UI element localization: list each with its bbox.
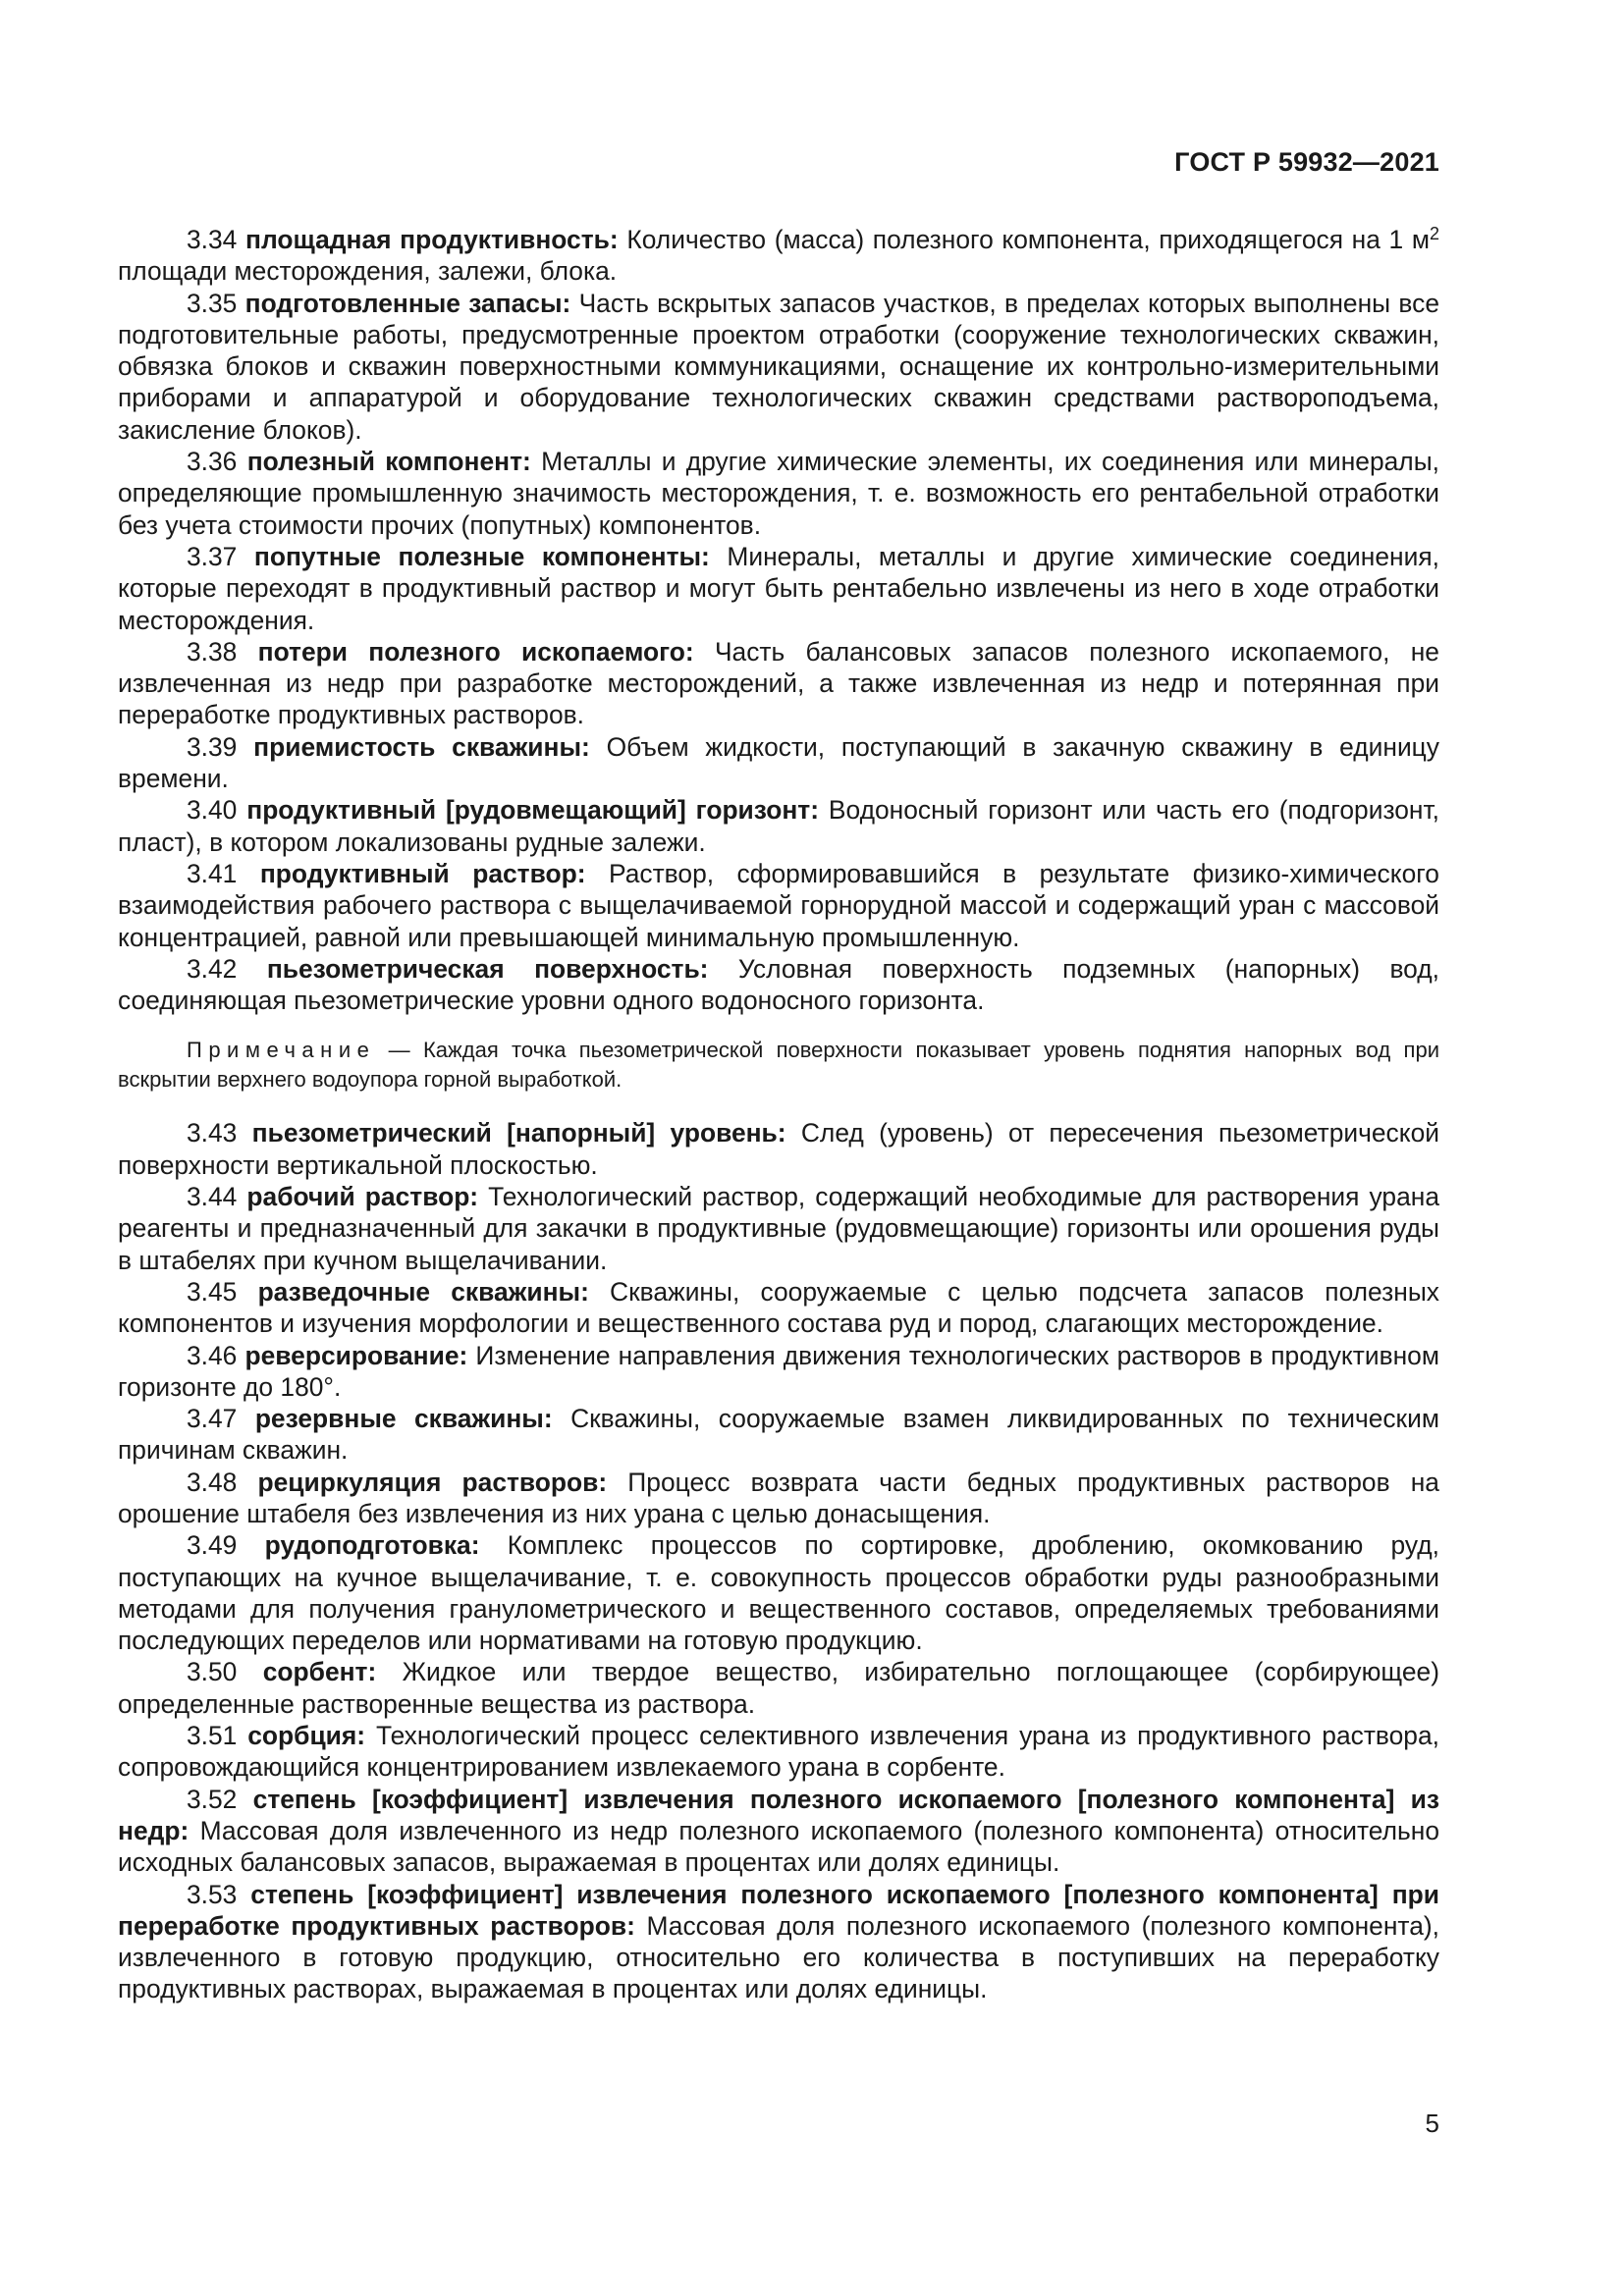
definition-text: Раствор, сформировавшийся в результате физико-химического взаимодействия рабочего раствора с выщелачиваемой горнорудной массой и содержащий уран с массовой концентрацией, равной или превышающей минимальную промышленную. [118, 858, 1439, 952]
definition-text: Скважины, сооружаемые с целью подсчета запасов полезных компонентов и изучения морфологии и вещественного состава руд и пород, слагающих месторождение. [118, 1276, 1439, 1339]
note-text: — Каждая точка пьезометрической поверхности показывает уровень поднятия напорных вод при вскрытии верхнего водоупора горной выработкой. [118, 1038, 1439, 1093]
definition-text: Минералы, металлы и другие химические соединения, которые переходят в продуктивный раствор и могут быть рентабельно извлечены из него в ходе отработки месторождения. [118, 541, 1439, 635]
definition-number: 3.47 [187, 1404, 238, 1434]
definition-number: 3.46 [187, 1340, 238, 1370]
definition-text: Технологический раствор, содержащий необходимые для растворения урана реагенты и предназначенный для закачки в продуктивные (рудовмещающие) горизонты или орошения руды в штабелях при кучном выщелачивании. [118, 1182, 1439, 1275]
definition-term: подготовленные запасы: [244, 288, 571, 318]
definition-term: сорбция: [247, 1721, 366, 1751]
definition-term: пьезометрическая поверхность: [266, 953, 709, 984]
definition-number: 3.51 [187, 1721, 238, 1751]
definition-3-42 [118, 953, 1439, 1017]
definition-term: продуктивный раствор: [259, 858, 586, 888]
definition-number: 3.37 [187, 541, 238, 571]
definition-term: рециркуляция растворов: [257, 1467, 608, 1497]
definition-number: 3.44 [187, 1182, 238, 1212]
definition-text: Условная поверхность подземных (напорных) вод, соединяющая пьезометрические уровни одного водоносного горизонта. [118, 953, 1439, 1016]
definition-text: Массовая доля полезного ископаемого (полезного компонента), извлеченного в готовую продукцию, относительно его количества в поступивших на переработку продуктивных растворах, выражаемая в процентах или долях единицы. [118, 1910, 1439, 2004]
definition-text: Скважины, сооружаемые взамен ликвидированных по техническим причинам скважин. [118, 1404, 1439, 1466]
definition-text: Объем жидкости, поступающий в закачную скважину в единицу времени. [118, 731, 1439, 794]
definition-3-46 [118, 1340, 1439, 1404]
definition-number: 3.39 [187, 731, 238, 762]
definition-number: 3.45 [187, 1276, 238, 1307]
note [118, 1036, 1439, 1095]
definition-number: 3.38 [187, 636, 238, 667]
definition-number: 3.34 [187, 225, 238, 254]
definition-term: резервные скважины: [254, 1404, 553, 1434]
definition-number: 3.41 [187, 858, 238, 888]
definition-term: реверсирование: [244, 1340, 468, 1370]
definition-3-36 [118, 446, 1439, 541]
definition-term: пьезометрический [напорный] уровень: [251, 1118, 786, 1148]
definition-text: Технологический процесс селективного извлечения урана из продуктивного раствора, сопровождающийся концентрированием извлекаемого урана в сорбенте. [118, 1721, 1439, 1783]
definition-term: потери полезного ископаемого: [257, 636, 694, 667]
definition-3-34 [118, 224, 1439, 288]
definition-3-53 [118, 1879, 1439, 2005]
definition-text: След (уровень) от пересечения пьезометрической поверхности вертикальной плоскостью. [118, 1118, 1439, 1180]
definition-text: Количество (масса) полезного компонента, приходящегося на 1 м [618, 225, 1430, 254]
definition-number: 3.43 [187, 1118, 238, 1148]
definition-term: полезный компонент: [246, 447, 531, 477]
definition-3-38 [118, 636, 1439, 731]
definition-number: 3.36 [187, 447, 238, 477]
definition-text: Часть балансовых запасов полезного ископаемого, не извлеченная из недр при разработке месторождений, а также извлеченная из недр и потерянная при переработке продуктивных растворов. [118, 636, 1439, 730]
definitions-content [118, 224, 1439, 2005]
note-label: Примечание [187, 1038, 376, 1063]
document-code-header: ГОСТ Р 59932—2021 [1174, 147, 1439, 177]
definition-text: Водоносный горизонт или часть его (подгоризонт, пласт), в котором локализованы рудные залежи. [118, 795, 1439, 857]
definition-3-48 [118, 1467, 1439, 1530]
definition-term: рудоподготовка: [264, 1530, 480, 1561]
page-number: 5 [1425, 2109, 1439, 2138]
definition-text: Жидкое или твердое вещество, избирательно поглощающее (сорбирующее) определенные растворенные вещества из раствора. [118, 1657, 1439, 1719]
definition-term: попутные полезные компоненты: [253, 541, 710, 571]
definition-3-43 [118, 1117, 1439, 1181]
definition-text-continued: площади месторождения, залежи, блока. [118, 256, 618, 287]
note-block [118, 1036, 1439, 1095]
definition-text: Массовая доля извлеченного из недр полезного ископаемого (полезного компонента) относительно исходных балансовых запасов, выражаемая в процентах или долях единицы. [118, 1815, 1439, 1878]
definition-3-40 [118, 794, 1439, 858]
definition-term: рабочий раствор: [246, 1182, 479, 1212]
definition-text: Часть вскрытых запасов участков, в пределах которых выполнены все подготовительные работы, предусмотренные проектом отработки (сооружение технологических скважин, обвязка блоков и скважин поверхностными коммуникациями, оснащение их контрольно-измерительными приборами и аппаратурой и оборудование технологических скважин средствами раствороподъема, закисление блоков). [118, 288, 1440, 445]
definition-3-47 [118, 1403, 1439, 1467]
definition-number: 3.48 [187, 1467, 238, 1497]
definition-3-39 [118, 731, 1439, 795]
definition-3-44 [118, 1181, 1439, 1276]
definition-3-35 [118, 288, 1439, 446]
definition-term: степень [коэффициент] извлечения полезного ископаемого [полезного компонента] из недр: [118, 1784, 1439, 1845]
definition-term: разведочные скважины: [257, 1276, 589, 1307]
definition-3-52 [118, 1784, 1439, 1879]
definition-3-37 [118, 541, 1439, 636]
definition-term: степень [коэффициент] извлечения полезного ископаемого [полезного компонента] при переработке продуктивных растворов: [118, 1879, 1439, 1941]
definition-3-51 [118, 1720, 1439, 1784]
definition-3-49 [118, 1529, 1439, 1656]
definition-text: Процесс возврата части бедных продуктивных растворов на орошение штабеля без извлечения из них урана с целью донасыщения. [118, 1467, 1439, 1528]
definition-number: 3.35 [187, 288, 238, 318]
definition-number: 3.52 [187, 1784, 238, 1814]
definition-3-50 [118, 1656, 1439, 1720]
definition-3-45 [118, 1276, 1439, 1340]
definition-text: Металлы и другие химические элементы, их соединения или минералы, определяющие промышленную значимость месторождения, т. е. возможность его рентабельной отработки без учета стоимости прочих (попутных) компонентов. [118, 447, 1439, 540]
definition-term: продуктивный [рудовмещающий] горизонт: [246, 795, 820, 826]
definition-number: 3.50 [187, 1657, 238, 1687]
definition-3-41 [118, 858, 1439, 953]
superscript: 2 [1430, 224, 1440, 243]
definition-term: площадная продуктивность: [245, 225, 619, 254]
definition-text: Изменение направления движения технологических растворов в продуктивном горизонте до 180°. [118, 1340, 1439, 1402]
definition-number: 3.42 [187, 953, 238, 984]
definition-term: сорбент: [262, 1657, 377, 1687]
definition-number: 3.49 [187, 1530, 238, 1561]
definition-term: приемистость скважины: [253, 731, 590, 762]
definition-text: Комплекс процессов по сортировке, дроблению, окомкованию руд, поступающих на кучное выщелачивание, т. е. совокупность процессов обработки руды разнообразными методами для получения гранулометрического и вещественного составов, определяемых требованиями последующих переделов или нормативами на готовую продукцию. [118, 1530, 1439, 1656]
definition-number: 3.40 [187, 795, 238, 826]
definition-number: 3.53 [187, 1879, 238, 1909]
